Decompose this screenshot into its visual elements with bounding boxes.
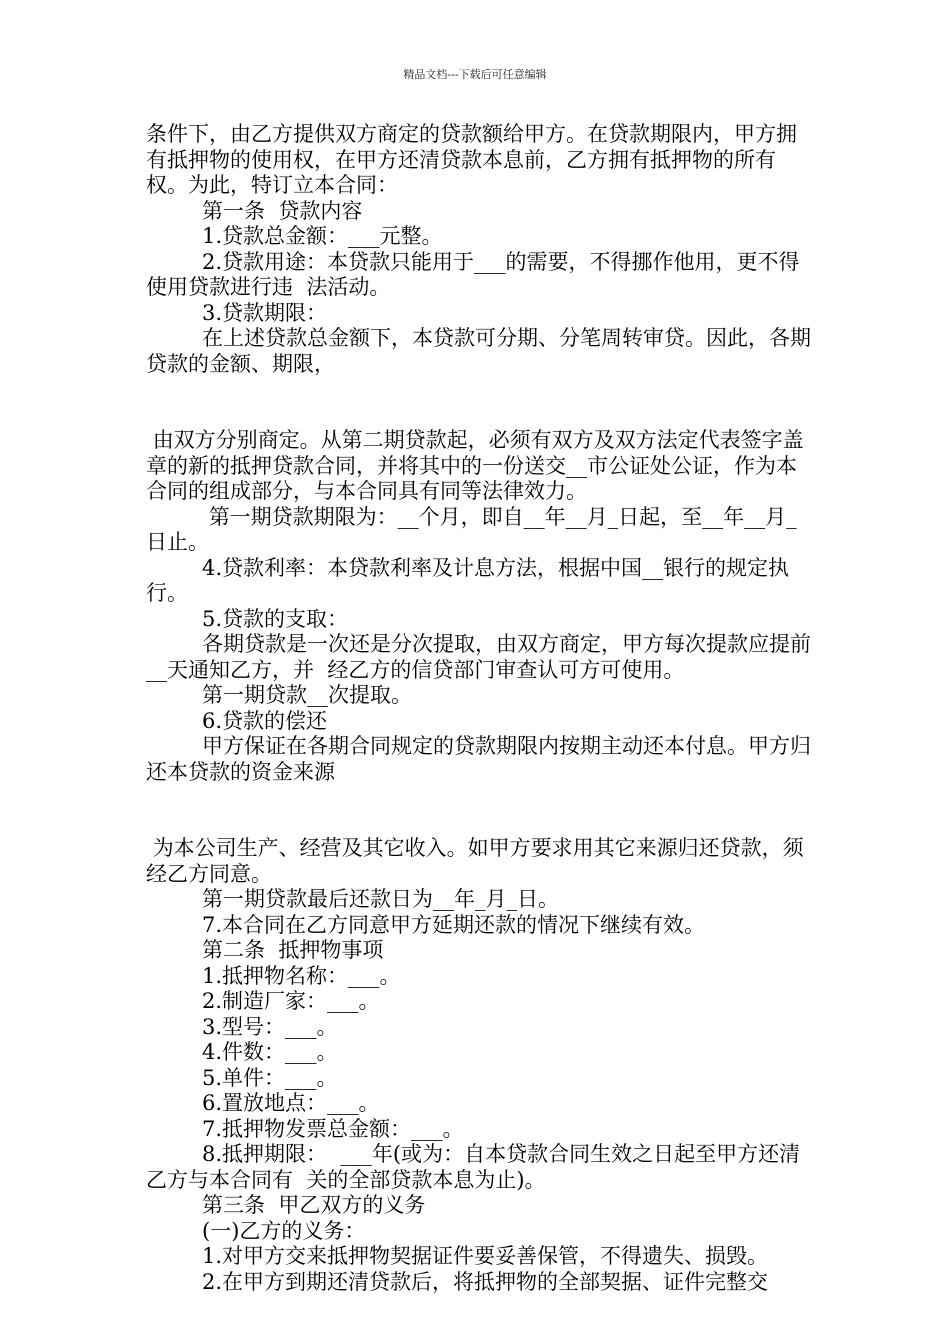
article-heading: 第一条 贷款内容 <box>202 198 363 223</box>
paragraph: 第一期贷款期限为：__个月，即自__年__月_日起，至__年__月_日止。 <box>146 504 797 554</box>
paragraph: 条件下，由乙方提供双方商定的贷款额给甲方。在贷款期限内，甲方拥有抵押物的使用权，在甲方还清贷款本息前，乙方拥有抵押物的所有权。为此，特订立本合同： <box>146 122 797 197</box>
clause: 5.贷款的支取： <box>202 606 349 631</box>
page-gap <box>146 785 816 836</box>
clause: 4.贷款利率：本贷款利率及计息方法，根据中国__银行的规定执行。 <box>146 555 790 605</box>
clause: 6.贷款的偿还 <box>202 708 328 733</box>
clause: 2.在甲方到期还清贷款后，将抵押物的全部契据、证件完整交 <box>202 1269 769 1294</box>
page-header: 精品文档---下载后可任意编辑 <box>403 68 547 81</box>
article-heading: 第三条 甲乙双方的义务 <box>202 1193 426 1217</box>
clause: 3.型号：___。 <box>202 1014 338 1039</box>
article-heading: 第二条 抵押物事项 <box>202 938 384 962</box>
paragraph: 在上述贷款总金额下，本贷款可分期、分笔周转审贷。因此，各期贷款的金额、期限， <box>146 326 811 376</box>
clause: 2.贷款用途：本贷款只能用于___的需要，不得挪作他用，更不得使用贷款进行违 法活动。 <box>146 249 800 299</box>
paragraph: 第一期贷款最后还款日为__年_月_日。 <box>202 887 559 911</box>
clause: (一)乙方的义务： <box>202 1218 366 1243</box>
clause: 4.件数：___。 <box>202 1040 338 1064</box>
clause: 6.置放地点：___。 <box>202 1091 380 1115</box>
page-gap <box>146 377 816 428</box>
clause: 8.抵押期限： ___年(或为：自本贷款合同生效之日起至甲方还清乙方与本合同有 关的全部贷款本息为止)。 <box>146 1142 801 1192</box>
clause: 1.抵押物名称：___。 <box>202 963 401 988</box>
paragraph: 各期贷款是一次还是分次提取，由双方商定，甲方每次提款应提前__天通知乙方，并 经乙方的信贷部门审查认可方可使用。 <box>146 632 811 682</box>
clause: 5.单件：___。 <box>202 1065 338 1090</box>
paragraph: 甲方保证在各期合同规定的贷款期限内按期主动还本付息。甲方归还本贷款的资金来源 <box>146 734 811 784</box>
clause: 7.本合同在乙方同意甲方延期还款的情况下继续有效。 <box>202 912 706 937</box>
clause: 2.制造厂家：___。 <box>202 989 380 1013</box>
paragraph: 由双方分别商定。从第二期贷款起，必须有双方及双方法定代表签字盖章的新的抵押贷款合同，并将其中的一份送交__市公证处公证，作为本合同的组成部分，与本合同具有同等法律效力。 <box>146 428 804 503</box>
paragraph: 第一期贷款__次提取。 <box>202 683 412 707</box>
clause: 7.抵押物发票总金额：___。 <box>202 1116 464 1141</box>
clause: 1.贷款总金额：___元整。 <box>202 224 443 248</box>
paragraph: 为本公司生产、经营及其它收入。如甲方要求用其它来源归还贷款，须经乙方同意。 <box>146 836 804 886</box>
clause: 3.贷款期限： <box>202 300 328 325</box>
clause: 1.对甲方交来抵押物契据证件要妥善保管，不得遗失、损毁。 <box>202 1244 769 1268</box>
contract-body <box>146 122 816 1295</box>
